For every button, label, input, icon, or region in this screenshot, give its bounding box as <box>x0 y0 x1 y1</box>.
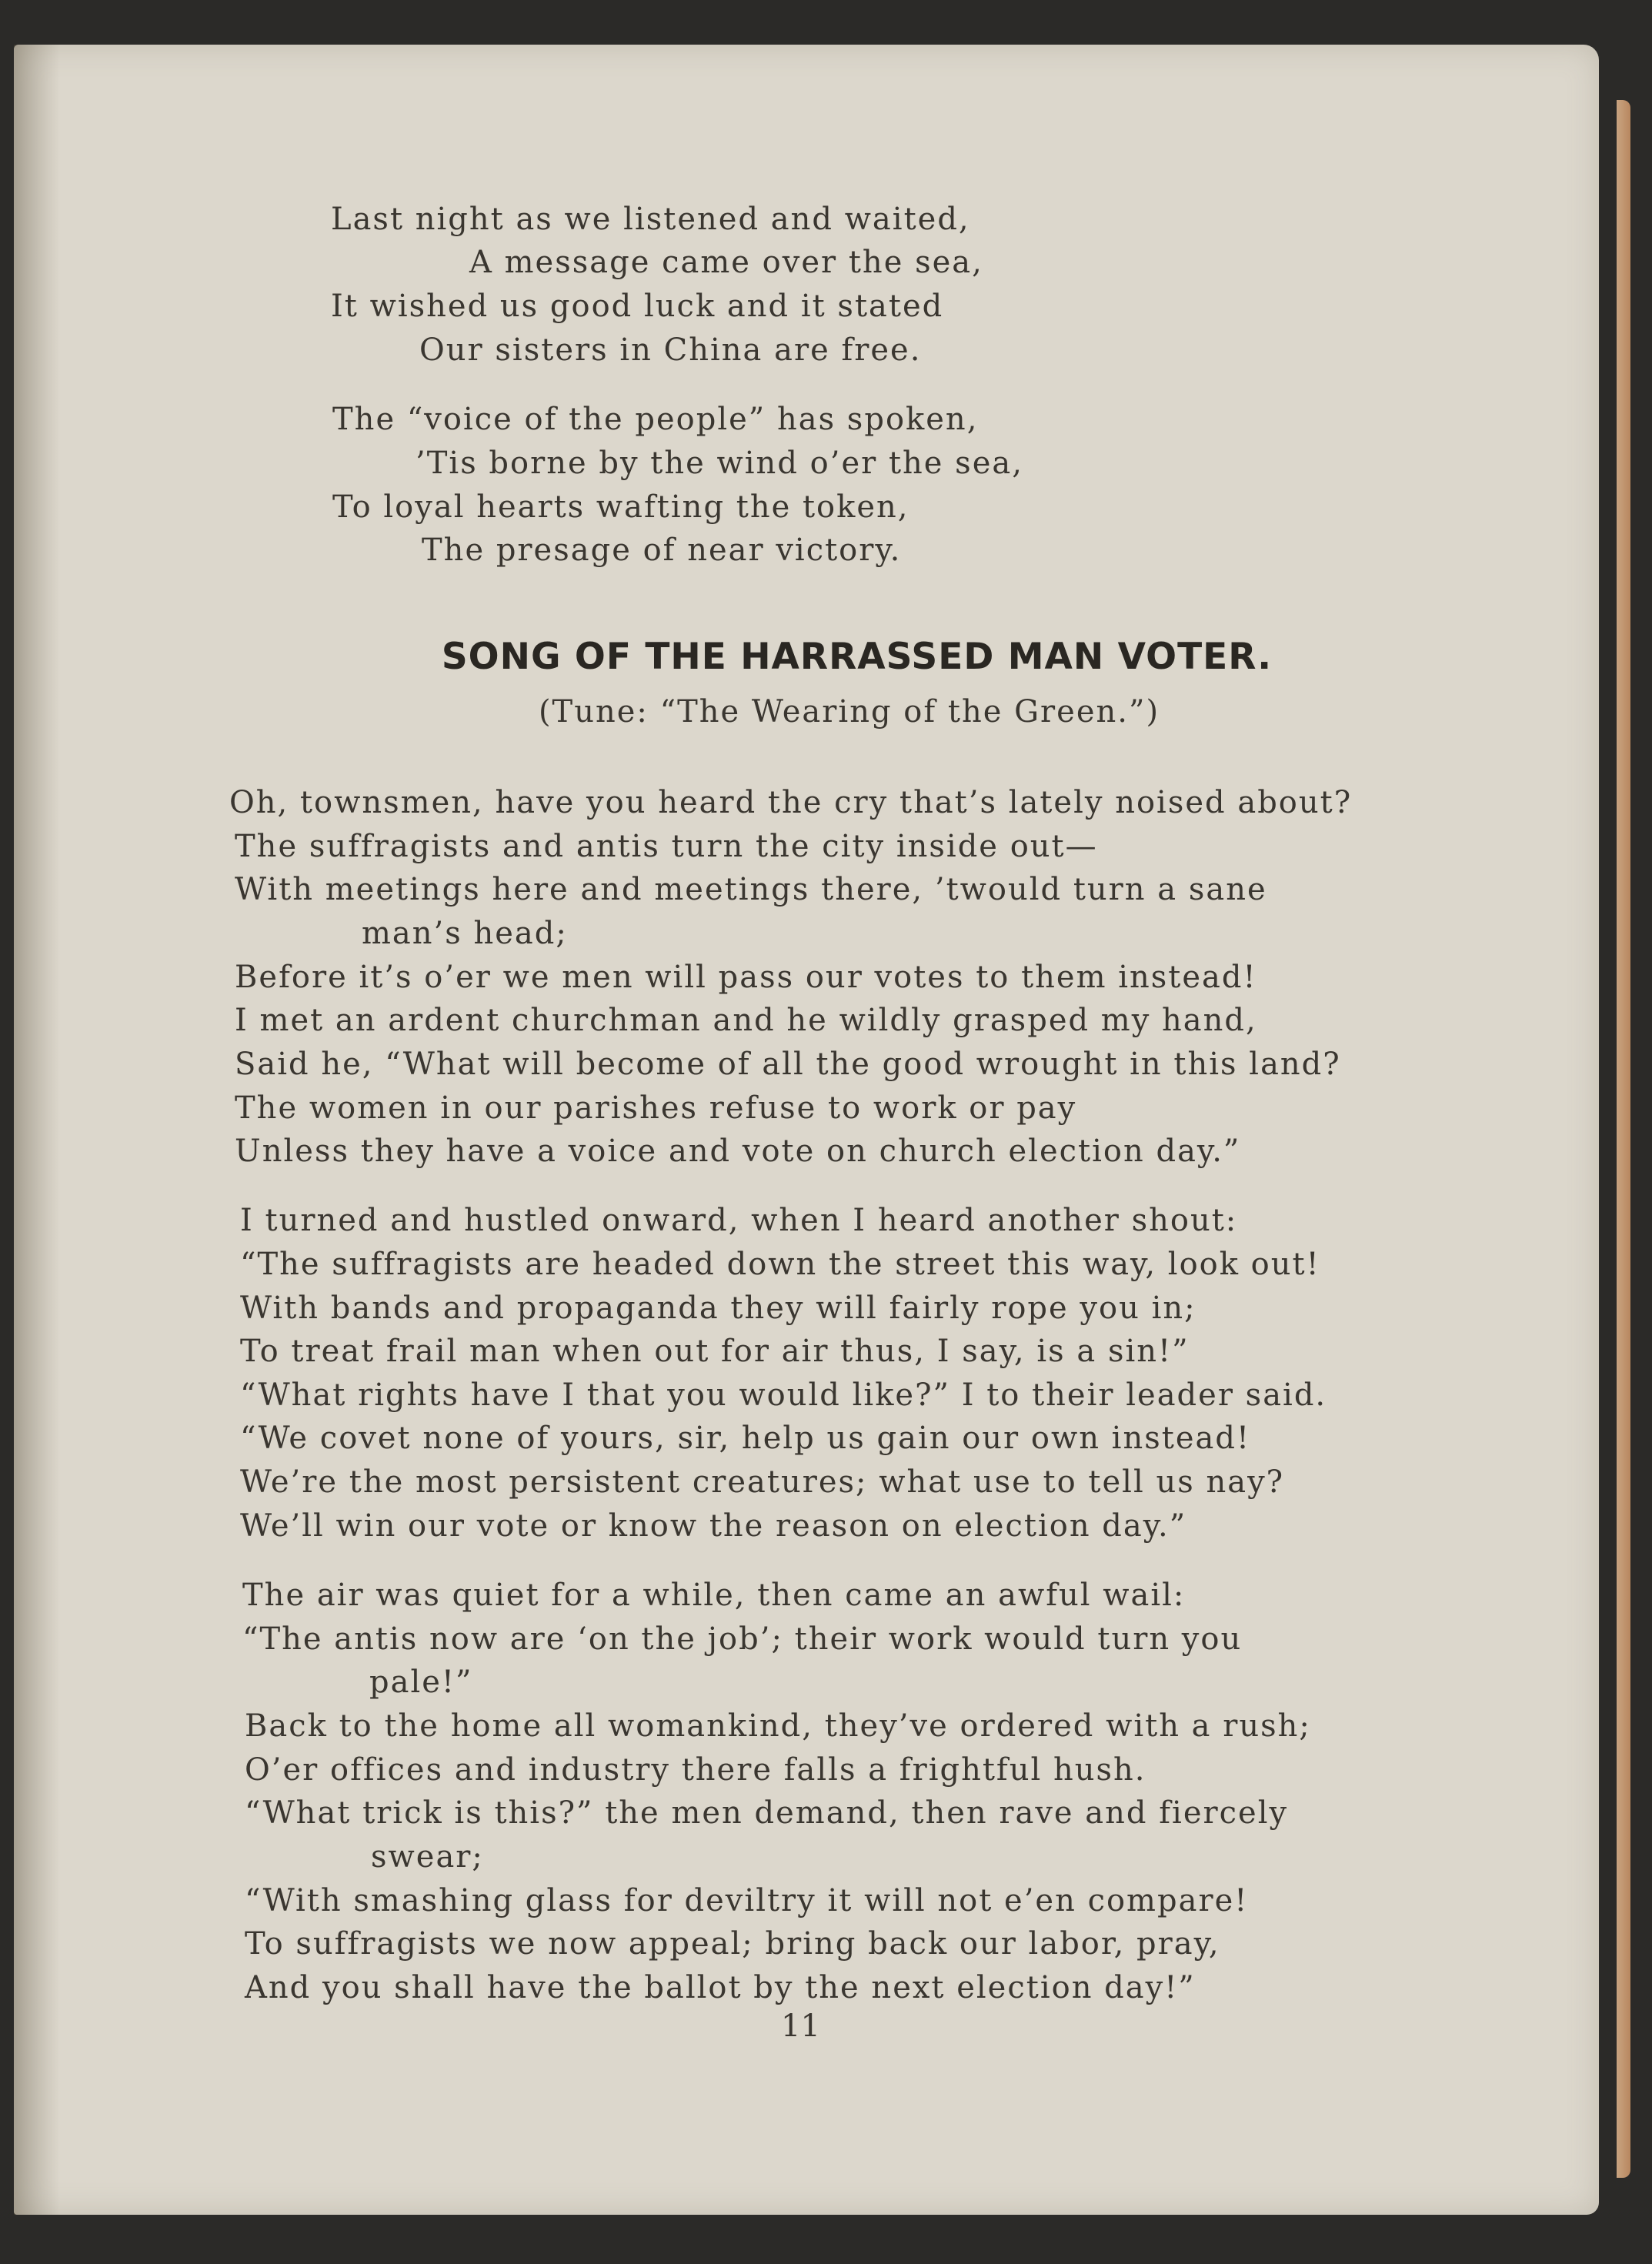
song-line: The women in our parishes refuse to work or pay <box>235 1090 1077 1126</box>
page-binding-shadow <box>14 45 60 2215</box>
song-line: swear; <box>371 1839 484 1875</box>
song-line: To treat frail man when out for air thus, I say, is a sin!” <box>240 1334 1190 1369</box>
song-line: And you shall have the ballot by the next election day!” <box>245 1970 1196 2005</box>
poem-line: The “voice of the people” has spoken, <box>332 402 979 437</box>
page-edge <box>1617 100 1630 2178</box>
song-line: With bands and propaganda they will fairly rope you in; <box>240 1291 1196 1326</box>
song-tune: (Tune: “The Wearing of the Green.”) <box>538 694 1160 730</box>
song-line: Said he, “What will become of all the good wrought in this land? <box>235 1047 1341 1082</box>
poem-line: It wished us good luck and it stated <box>331 289 944 324</box>
song-line: man’s head; <box>362 916 568 951</box>
poem-line: To loyal hearts wafting the token, <box>332 489 909 525</box>
song-line: The suffragists and antis turn the city inside out— <box>235 829 1098 864</box>
song-line: “What trick is this?” the men demand, then rave and fiercely <box>245 1795 1289 1831</box>
song-line: The air was quiet for a while, then came an awful wail: <box>242 1578 1186 1613</box>
song-line: Before it’s o’er we men will pass our votes to them instead! <box>235 960 1257 995</box>
song-line: “With smashing glass for deviltry it will not e’en compare! <box>245 1883 1249 1918</box>
song-line: “The suffragists are headed down the street this way, look out! <box>240 1247 1320 1282</box>
song-line: “We covet none of yours, sir, help us gain our own instead! <box>240 1421 1251 1456</box>
song-line: I met an ardent churchman and he wildly grasped my hand, <box>235 1003 1257 1038</box>
poem-line: Our sisters in China are free. <box>419 332 922 368</box>
song-line: With meetings here and meetings there, ’twould turn a sane <box>235 872 1267 907</box>
song-line: I turned and hustled onward, when I heard another shout: <box>240 1203 1238 1238</box>
song-line: To suffragists we now appeal; bring back our labor, pray, <box>245 1926 1220 1962</box>
song-line: Oh, townsmen, have you heard the cry that’s lately noised about? <box>229 785 1353 820</box>
song-line: “The antis now are ‘on the job’; their work would turn you <box>242 1621 1243 1657</box>
page-number: 11 <box>781 2009 820 2044</box>
song-line: “What rights have I that you would like?” I to their leader said. <box>240 1377 1327 1413</box>
poem-line: ’Tis borne by the wind o’er the sea, <box>416 446 1023 481</box>
poem-line: The presage of near victory. <box>422 533 902 568</box>
song-title: SONG OF THE HARRASSED MAN VOTER. <box>441 636 1273 678</box>
poem-line: A message came over the sea, <box>469 245 983 280</box>
song-line: pale!” <box>369 1665 473 1700</box>
song-line: Back to the home all womankind, they’ve ordered with a rush; <box>245 1708 1311 1744</box>
poem-line: Last night as we listened and waited, <box>331 202 970 237</box>
song-line: O’er offices and industry there falls a frightful hush. <box>245 1752 1146 1788</box>
song-line: We’re the most persistent creatures; what use to tell us nay? <box>240 1464 1285 1500</box>
song-line: Unless they have a voice and vote on church election day.” <box>235 1134 1241 1169</box>
song-line: We’ll win our vote or know the reason on election day.” <box>240 1508 1187 1544</box>
